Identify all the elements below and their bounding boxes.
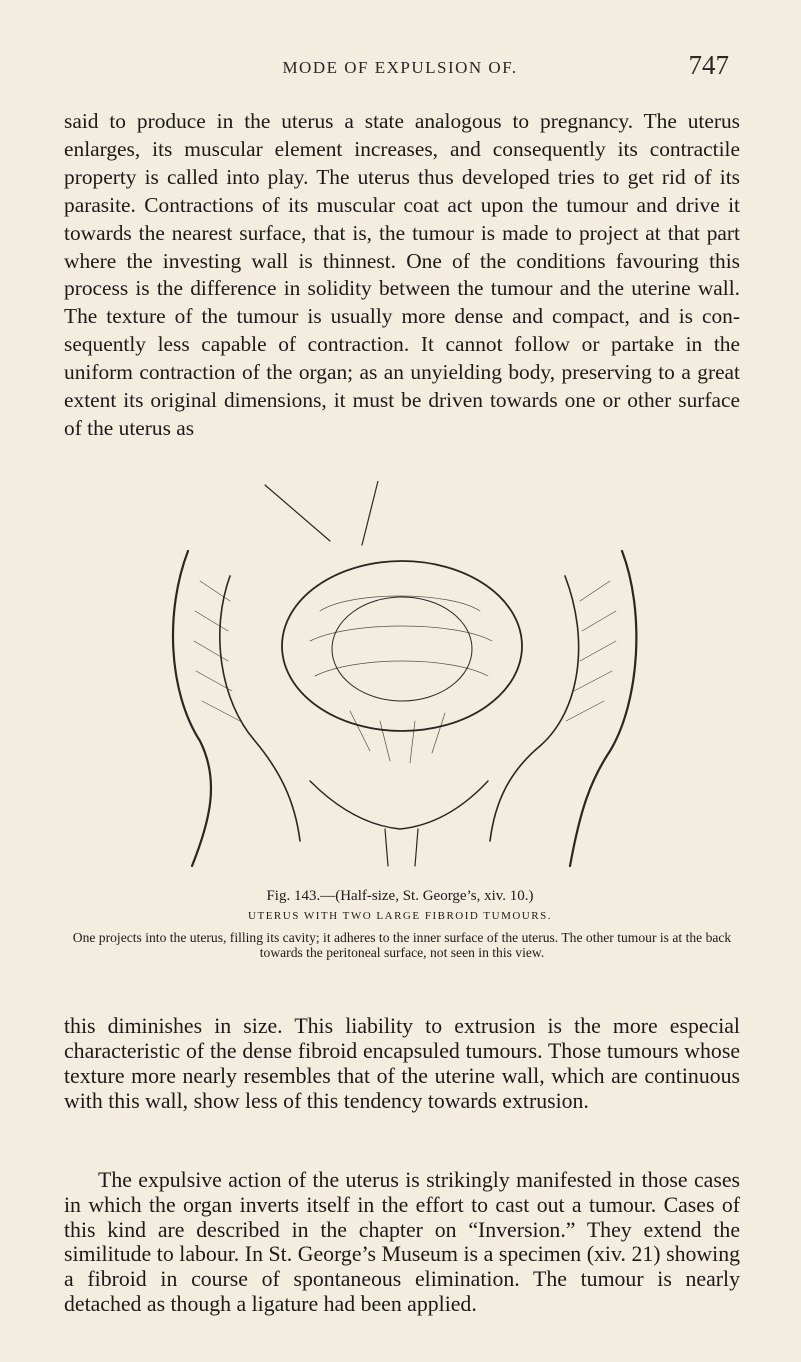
shading-hatching (194, 581, 616, 763)
fibroid-tumour (282, 561, 522, 731)
figure-caption: One projects into the uterus, filling its cavity; it adheres to the inner surface of the uterus. The other tumour is at the back towards the peritoneal surface, not seen in this view. (72, 930, 732, 960)
body-paragraph-1: said to produce in the uterus a state analogous to pregnancy. The uterus enlarges, its muscular element increases, and consequently its contractile property is called into play. The uterus thus developed tries to get rid of its parasite. Contractions of its muscular coat act upon the tumour and drive it towards the nearest surface, that is, the tumour is made to project at that part where the investing wall is thinnest. One of the conditions favouring this process is the difference in solidity between the tumour and the uterine wall. The texture of the tumour is usually more dense and compact, and is consequently less capable of contraction. It cannot follow or partake in the uniform contraction of the organ; as an unyielding body, preserving to a great extent its original dimensions, it must be driven towards one or other surface of the uterus as (64, 109, 740, 440)
cut-line-left (265, 485, 330, 541)
cavity-outline (220, 576, 579, 841)
body-paragraph-2: this diminishes in size. This liability to extrusion is the more especial characteristic of the dense fibroid encapsuled tumours. Those tumours whose texture more nearly resembles that of the uterine wall, which are continuous with this wall, show less of this tendency towards extrusion. (64, 1014, 740, 1113)
engraving-svg (170, 481, 640, 871)
uterus-illustration (170, 481, 640, 871)
body-paragraph-3: The expulsive action of the uterus is strikingly manifested in those cases in which the organ inverts itself in the effort to cast out a tumour. Cases of this kind are described in the chapter on “Inversion.” They extend the similitude to labour. In St. George’s Museum is a specimen (xiv. 21) showing a fibroid in course of spontaneous elimination. The tumour is nearly detached as though a ligature had been applied. (64, 1168, 740, 1316)
cut-line-right (362, 481, 378, 545)
os-opening (385, 829, 418, 866)
figure-subtitle: UTERUS WITH TWO LARGE FIBROID TUMOURS. (248, 910, 552, 922)
fibroid-core (332, 597, 472, 701)
page-number: 747 (688, 50, 729, 80)
figure-title: Fig. 143.—(Half-size, St. George’s, xiv. 10.) (266, 888, 534, 904)
cervix-outline (310, 781, 488, 829)
running-head: MODE OF EXPULSION OF. (282, 58, 518, 77)
